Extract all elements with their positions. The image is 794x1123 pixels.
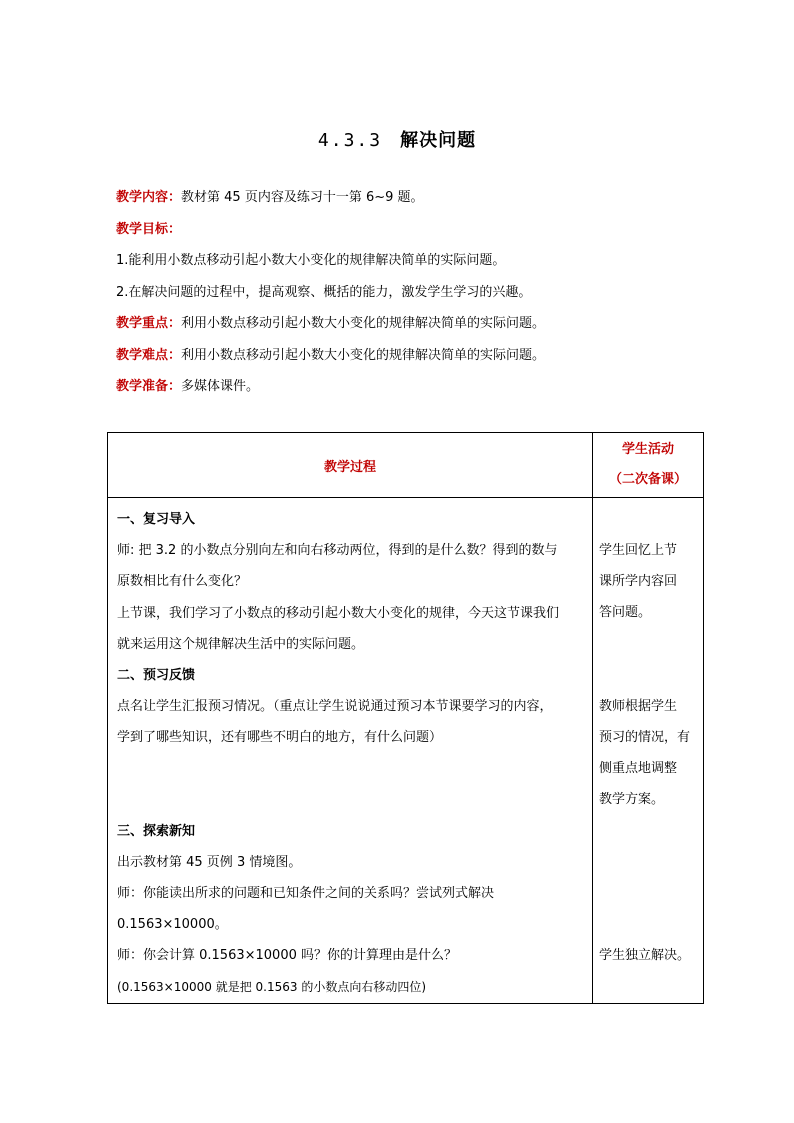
prep-label: 教学准备： xyxy=(116,379,182,394)
content-text: 教材第 45 页内容及练习十一第 6~9 题。 xyxy=(181,190,424,205)
prep-text: 多媒体课件。 xyxy=(181,379,260,394)
activity-line: 侧重点地调整 xyxy=(599,761,678,777)
table-header-row xyxy=(108,433,704,498)
header-side-line2: （二次备课） xyxy=(608,472,687,487)
activity-line: 答问题。 xyxy=(599,605,652,621)
activity-line: 预习的情况，有 xyxy=(599,729,691,745)
goals-line xyxy=(116,218,706,250)
text-line: 就来运用这个规律解决生活中的实际问题。 xyxy=(117,636,365,652)
table-body-row xyxy=(108,498,704,1004)
lesson-table xyxy=(107,432,704,1004)
spacer xyxy=(117,754,586,816)
goal-2: 2.在解决问题的过程中，提高观察、概括的能力，激发学生学习的兴趣。 xyxy=(116,284,532,300)
key-text: 利用小数点移动引起小数大小变化的规律解决简单的实际问题。 xyxy=(181,316,546,331)
goal-1: 1.能利用小数点移动引起小数大小变化的规律解决简单的实际问题。 xyxy=(116,253,506,268)
text-line: 师：你会计算 0.1563×10000 吗？你的计算理由是什么？ xyxy=(117,948,457,964)
content-label: 教学内容： xyxy=(116,190,182,205)
activity-line: 学生回忆上节 xyxy=(599,543,678,558)
text-line: (0.1563×10000 就是把 0.1563 的小数点向右移动四位) xyxy=(117,979,427,994)
text-line: 师: 把 3.2 的小数点分别向左和向右移动两位，得到的是什么数？得到的数与 xyxy=(117,543,558,559)
activity-line: 教师根据学生 xyxy=(599,698,678,714)
page-title xyxy=(0,126,794,152)
difficulty-line xyxy=(116,344,706,376)
prep-line xyxy=(116,375,706,407)
activity-line: 课所学内容回 xyxy=(599,574,678,590)
section-review-title: 一、复习导入 xyxy=(117,512,196,527)
spacer xyxy=(599,815,699,940)
text-line: 原数相比有什么变化？ xyxy=(117,574,248,590)
section-explore-title: 三、探索新知 xyxy=(117,823,196,839)
text-line: 师：你能读出所求的问题和已知条件之间的关系吗？尝试列式解决 xyxy=(117,886,495,902)
text-line: 0.1563×10000。 xyxy=(117,917,228,933)
lesson-number: 4.3.3 xyxy=(317,130,383,151)
difficulty-text: 利用小数点移动引起小数大小变化的规律解决简单的实际问题。 xyxy=(181,347,546,363)
header-main: 教学过程 xyxy=(108,433,593,498)
header-side-line1: 学生活动 xyxy=(621,442,674,457)
header-side xyxy=(593,433,704,498)
text-line: 学到了哪些知识，还有哪些不明白的地方，有什么问题） xyxy=(117,730,443,746)
spacer xyxy=(599,504,699,535)
process-cell xyxy=(108,498,593,1004)
content-line xyxy=(116,186,706,218)
activity-line: 学生独立解决。 xyxy=(599,948,691,964)
lesson-intro xyxy=(116,186,706,407)
key-line xyxy=(116,312,706,344)
section-preview-title: 二、预习反馈 xyxy=(117,668,196,684)
lesson-title: 解决问题 xyxy=(400,130,477,151)
key-label: 教学重点： xyxy=(116,316,182,331)
spacer xyxy=(599,629,699,691)
text-line: 上节课，我们学习了小数点的移动引起小数大小变化的规律，今天这节课我们 xyxy=(117,605,560,621)
text-line: 出示教材第 45 页例 3 情境图。 xyxy=(117,854,302,870)
text-line: 点名让学生汇报预习情况。（重点让学生说说通过预习本节课要学习的内容， xyxy=(117,699,553,715)
activity-line: 教学方案。 xyxy=(599,792,665,808)
goals-label: 教学目标： xyxy=(116,221,182,237)
activity-cell xyxy=(593,498,704,1004)
difficulty-label: 教学难点： xyxy=(116,347,182,363)
